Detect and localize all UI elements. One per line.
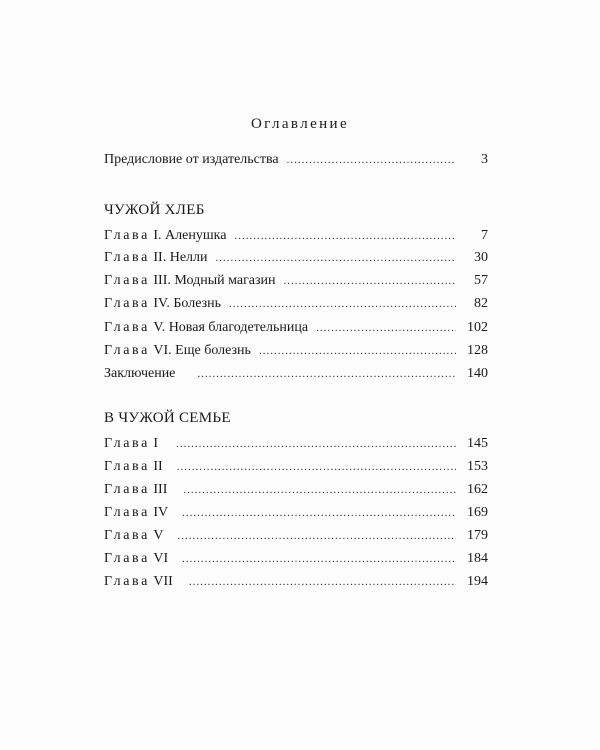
toc-page-number: 153 bbox=[467, 459, 488, 474]
chapter-prefix: Глава bbox=[104, 505, 150, 520]
toc-entry-preface bbox=[104, 152, 488, 170]
toc-entry-label: V bbox=[153, 528, 164, 543]
toc-page-number: 30 bbox=[474, 250, 488, 265]
chapter-prefix: Глава bbox=[104, 574, 150, 589]
toc-entry bbox=[104, 250, 488, 268]
toc-entry-label: II. Нелли bbox=[153, 250, 208, 265]
toc-entry-label: Заключение bbox=[104, 366, 176, 381]
toc-leader-dots bbox=[182, 507, 456, 519]
toc-entry-label: IV bbox=[153, 505, 169, 520]
chapter-prefix: Глава bbox=[104, 296, 150, 311]
toc-page-number: 57 bbox=[474, 273, 488, 288]
toc-leader-dots bbox=[316, 322, 456, 334]
toc-title: Оглавление bbox=[250, 116, 350, 132]
toc-page-number: 194 bbox=[467, 574, 488, 589]
toc-page-number: 145 bbox=[467, 436, 488, 451]
toc-page-number: 179 bbox=[467, 528, 488, 543]
toc-entry bbox=[104, 551, 488, 569]
toc-entry bbox=[104, 343, 488, 361]
toc-entry bbox=[104, 574, 488, 592]
toc-page-number: 128 bbox=[467, 343, 488, 358]
toc-page-number: 102 bbox=[467, 320, 488, 335]
toc-leader-dots bbox=[259, 345, 456, 357]
chapter-prefix: Глава bbox=[104, 528, 150, 543]
toc-entry bbox=[104, 482, 488, 500]
chapter-prefix: Глава bbox=[104, 459, 150, 474]
toc-leader-dots bbox=[182, 553, 456, 565]
chapter-prefix: Глава bbox=[104, 273, 150, 288]
toc-leader-dots bbox=[229, 298, 456, 310]
section-title: ЧУЖОЙ ХЛЕБ bbox=[104, 202, 205, 218]
toc-page-number: 7 bbox=[481, 228, 488, 243]
toc-entry bbox=[104, 528, 488, 546]
toc-entry-label: VI bbox=[153, 551, 169, 566]
toc-page-number: 140 bbox=[467, 366, 488, 381]
toc-entry-label: III. Модный магазин bbox=[153, 273, 276, 288]
toc-leader-dots bbox=[234, 230, 456, 242]
toc-entry-label: V. Новая благодетельница bbox=[153, 320, 309, 335]
chapter-prefix: Глава bbox=[104, 551, 150, 566]
toc-page-number: 162 bbox=[467, 482, 488, 497]
chapter-prefix: Глава bbox=[104, 482, 150, 497]
toc-entry-label: III bbox=[153, 482, 168, 497]
toc-entry-conclusion bbox=[104, 366, 488, 384]
toc-leader-dots bbox=[177, 461, 456, 473]
toc-page-number: 169 bbox=[467, 505, 488, 520]
toc-leader-dots bbox=[287, 154, 456, 166]
toc-leader-dots bbox=[284, 275, 456, 287]
toc-page-number: 3 bbox=[481, 152, 488, 167]
chapter-prefix: Глава bbox=[104, 228, 150, 243]
toc-entry bbox=[104, 505, 488, 523]
toc-entry bbox=[104, 273, 488, 291]
toc-entry-label: VI. Еще болезнь bbox=[153, 343, 251, 358]
toc-page-number: 184 bbox=[467, 551, 488, 566]
toc-entry-label: II bbox=[153, 459, 163, 474]
chapter-prefix: Глава bbox=[104, 343, 150, 358]
toc-leader-dots bbox=[197, 368, 456, 380]
chapter-prefix: Глава bbox=[104, 436, 150, 451]
toc-entry bbox=[104, 320, 488, 338]
section-title: В ЧУЖОЙ СЕМЬЕ bbox=[104, 410, 231, 426]
toc-entry-label: Предисловие от издательства bbox=[104, 152, 279, 167]
toc-entry-label: I. Аленушка bbox=[153, 228, 227, 243]
toc-leader-dots bbox=[189, 576, 456, 588]
toc-page-number: 82 bbox=[474, 296, 488, 311]
toc-leader-dots bbox=[178, 530, 456, 542]
toc-entry-label: IV. Болезнь bbox=[153, 296, 221, 311]
toc-leader-dots bbox=[183, 484, 456, 496]
toc-entry-label: VII bbox=[153, 574, 173, 589]
toc-leader-dots bbox=[216, 252, 456, 264]
chapter-prefix: Глава bbox=[104, 250, 150, 265]
toc-entry bbox=[104, 228, 488, 246]
toc-entry bbox=[104, 459, 488, 477]
toc-entry bbox=[104, 436, 488, 454]
chapter-prefix: Глава bbox=[104, 320, 150, 335]
toc-leader-dots bbox=[176, 438, 456, 450]
toc-entry bbox=[104, 296, 488, 314]
toc-entry-label: I bbox=[153, 436, 159, 451]
